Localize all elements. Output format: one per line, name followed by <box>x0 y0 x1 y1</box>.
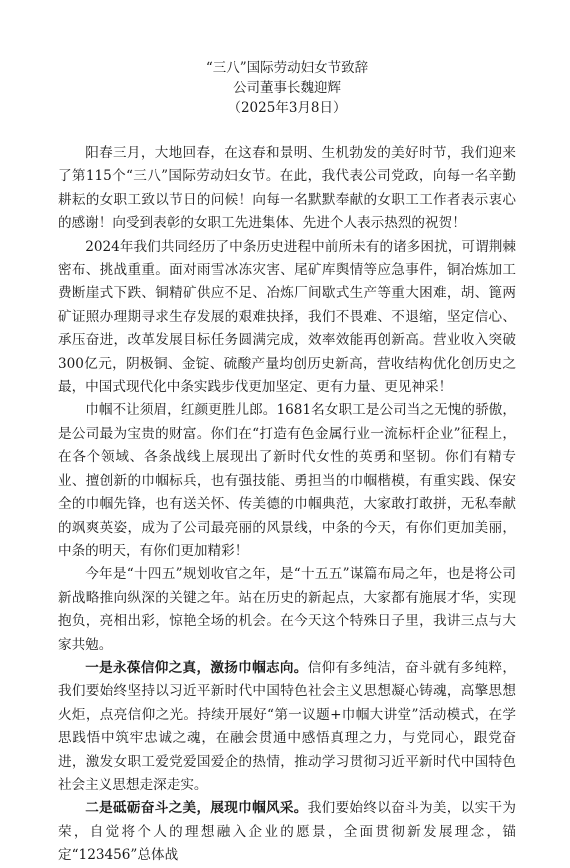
paragraph-text: 巾帼不让须眉，红颜更胜儿郎。1681名女职工是公司当之无愧的骄傲，是公司最为宝贵的财富。你们在“打造有色金属行业一流标杆企业”征程上，在各个领域、各条战线上展现出了新时代女性的英勇和坚韧。你们有精专业、擅创新的巾帼标兵，也有强技能、勇担当的巾帼楷模，有重实践、保安全的巾帼先锋，也有送关怀、传美德的巾帼典范，大家敢打敢拼，无私奉献的飒爽英姿，成为了公司最亮丽的风景线，中条的今天，有你们更加美丽，中条的明天，有你们更加精彩！ <box>58 402 516 559</box>
paragraph-text: 阳春三月，大地回春，在这春和景明、生机勃发的美好时节，我们迎来了第115个“三八”国际劳动妇女节。在此，我代表公司党政，向每一名辛勤耕耘的女职工致以节日的问候！向每一名默默奉献的女职工工作者表示衷心的感谢！向受到表彰的女职工先进集体、先进个人表示热烈的祝贺！ <box>58 145 516 232</box>
paragraph <box>58 797 516 867</box>
document-body <box>58 142 516 868</box>
paragraph-text: 信仰有多纯洁，奋斗就有多纯粹，我们要始终坚持以习近平新时代中国特色社会主义思想凝心铸魂，高擎思想火炬，点亮信仰之光。持续开展好“第一议题+巾帼大讲堂”活动模式，在学思践悟中筑牢忠诚之魂，在融会贯通中感悟真理之力，与党同心，跟党奋进，激发女职工爱党爱国爱企的热情，推动学习贯彻习近平新时代中国特色社会主义思想走深走实。 <box>58 659 516 793</box>
paragraph <box>58 399 516 563</box>
paragraph-text: 今年是“十四五”规划收官之年，是“十五五”谋篇布局之年，也是将公司新战略推向纵深的关键之年。站在历史的新起点，大家都有施展才华，实现抱负，亮相出彩，惊艳全场的机会。在今天这个特殊日子里，我讲三点与大家共勉。 <box>58 566 516 653</box>
paragraph-lead: 一是永葆信仰之真，激扬巾帼志向。 <box>85 659 308 676</box>
paragraph-text: 我们要始终以奋斗为美，以实干为荣，自觉将个人的理想融入企业的愿景，全面贯彻新发展理念，锚定“123456”总体战 <box>58 800 516 864</box>
paragraph-text: 2024年我们共同经历了中条历史进程中前所未有的诸多困扰，可谓荆棘密布、挑战重重。面对雨雪冰冻灾害、尾矿库舆情等应急事件，铜冶炼加工费断崖式下跌、铜精矿供应不足、冶炼厂间歇式生产等重大困难，胡、篦两矿证照办理期寻求生存发展的艰难抉择，我们不畏难、不退缩，坚定信心、承压奋进，改革发展目标任务圆满完成，效率效能再创新高。营业收入突破300亿元，阴极铜、金锭、硫酸产量均创历史新高，营收结构优化创历史之最，中国式现代化中条实践步伐更加坚定、更有力量、更见神采！ <box>58 238 516 396</box>
paragraph-lead: 二是砥砺奋斗之美，展现巾帼风采。 <box>85 800 308 817</box>
paragraph <box>58 236 516 400</box>
paragraph <box>58 563 516 657</box>
paragraph <box>58 657 516 797</box>
paragraph <box>58 142 516 236</box>
document-title: “三八”国际劳动妇女节致辞 <box>205 60 369 76</box>
document-date: （2025年3月8日） <box>227 100 347 116</box>
document-author: 公司董事长魏迎辉 <box>233 80 341 96</box>
